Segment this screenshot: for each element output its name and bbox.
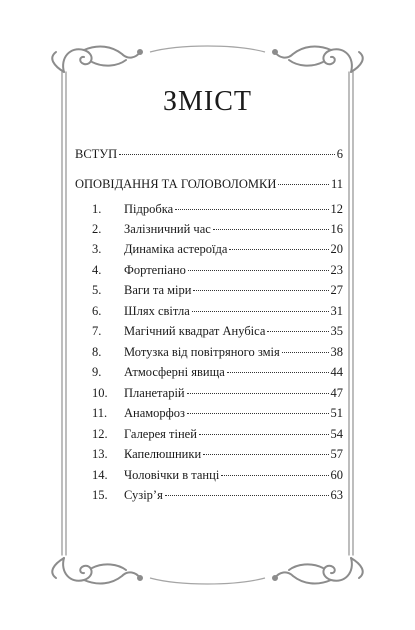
toc-item[interactable] <box>92 262 343 278</box>
toc-item[interactable] <box>92 385 343 401</box>
toc-item-number: 6. <box>92 304 102 318</box>
toc-item[interactable] <box>92 201 343 217</box>
toc-item-number: 5. <box>92 283 102 297</box>
leader-dots <box>278 184 329 185</box>
leader-dots <box>188 270 329 271</box>
leader-dots <box>227 372 329 373</box>
toc-item-label: Ваги та міри <box>124 283 192 297</box>
toc-item-number: 8. <box>92 345 102 359</box>
toc-item-number: 3. <box>92 242 102 256</box>
toc-page-number: 23 <box>330 263 343 277</box>
toc-item[interactable] <box>92 467 343 483</box>
toc-page-number: 51 <box>330 406 343 420</box>
toc-page-number: 6 <box>336 147 343 161</box>
toc-item-number: 10. <box>92 386 108 400</box>
toc-item-number: 13. <box>92 447 108 461</box>
toc-item-label: Підробка <box>124 202 174 216</box>
toc-page-number: 38 <box>330 345 343 359</box>
toc-item-label: Планетарій <box>124 386 185 400</box>
toc-item-label: Магічний квадрат Анубіса <box>124 324 266 338</box>
toc-item[interactable] <box>92 221 343 237</box>
toc-item-label: Атмосферні явища <box>124 365 225 379</box>
toc-page-number: 31 <box>330 304 343 318</box>
leader-dots <box>203 454 328 455</box>
toc-item-label: Анаморфоз <box>124 406 185 420</box>
toc-item-label: Мотузка від повітряного змія <box>124 345 280 359</box>
toc-item[interactable] <box>92 282 343 298</box>
leader-dots <box>165 495 329 496</box>
leader-dots <box>175 209 328 210</box>
leader-dots <box>187 413 329 414</box>
toc-page-number: 11 <box>330 177 343 191</box>
toc-item-label: Сузір’я <box>124 488 163 502</box>
leader-dots <box>282 352 329 353</box>
toc-entry-label: ВСТУП <box>75 147 118 161</box>
toc-page-number: 63 <box>330 488 343 502</box>
toc-page-number: 35 <box>330 324 343 338</box>
toc-item[interactable] <box>92 405 343 421</box>
toc-item-number: 12. <box>92 427 108 441</box>
toc-item[interactable] <box>92 303 343 319</box>
toc-item-label: Фортепіано <box>124 263 186 277</box>
toc-page-number: 60 <box>330 468 343 482</box>
toc-item[interactable] <box>92 426 343 442</box>
leader-dots <box>229 249 328 250</box>
toc-page-number: 27 <box>330 283 343 297</box>
toc-entry-label: ОПОВІДАННЯ ТА ГОЛОВОЛОМКИ <box>75 177 277 191</box>
toc-page-number: 20 <box>330 242 343 256</box>
toc-page-number: 12 <box>330 202 343 216</box>
toc-item-number: 11. <box>92 406 108 420</box>
toc-page-number: 57 <box>330 447 343 461</box>
toc-item-number: 15. <box>92 488 108 502</box>
toc-item-label: Динаміка астероїда <box>124 242 228 256</box>
toc-item-label: Залізничний час <box>124 222 211 236</box>
toc-item-number: 2. <box>92 222 102 236</box>
toc-page-number: 47 <box>330 386 343 400</box>
leader-dots <box>192 311 329 312</box>
toc-page-number: 16 <box>330 222 343 236</box>
leader-dots <box>199 434 329 435</box>
toc-item[interactable] <box>92 241 343 257</box>
toc-item-number: 9. <box>92 365 102 379</box>
leader-dots <box>187 393 329 394</box>
toc-item[interactable] <box>92 446 343 462</box>
toc-item[interactable] <box>92 364 343 380</box>
leader-dots <box>119 154 335 155</box>
leader-dots <box>193 290 328 291</box>
toc-item[interactable] <box>92 487 343 503</box>
toc-item[interactable] <box>92 323 343 339</box>
toc-item-label: Галерея тіней <box>124 427 197 441</box>
leader-dots <box>267 331 328 332</box>
toc-entry-intro[interactable] <box>75 146 343 162</box>
toc-item-number: 4. <box>92 263 102 277</box>
toc-item-number: 1. <box>92 202 102 216</box>
leader-dots <box>221 475 328 476</box>
toc-item[interactable] <box>92 344 343 360</box>
toc-page-number: 54 <box>330 427 343 441</box>
toc-item-label: Капелюшники <box>124 447 202 461</box>
leader-dots <box>213 229 329 230</box>
toc-entry-section[interactable] <box>75 176 343 192</box>
toc-item-label: Шлях світла <box>124 304 190 318</box>
toc-item-number: 14. <box>92 468 108 482</box>
toc-item-label: Чоловічки в танці <box>124 468 220 482</box>
page-title: ЗМІСТ <box>162 86 253 117</box>
toc-page-number: 44 <box>330 365 343 379</box>
toc-item-number: 7. <box>92 324 102 338</box>
